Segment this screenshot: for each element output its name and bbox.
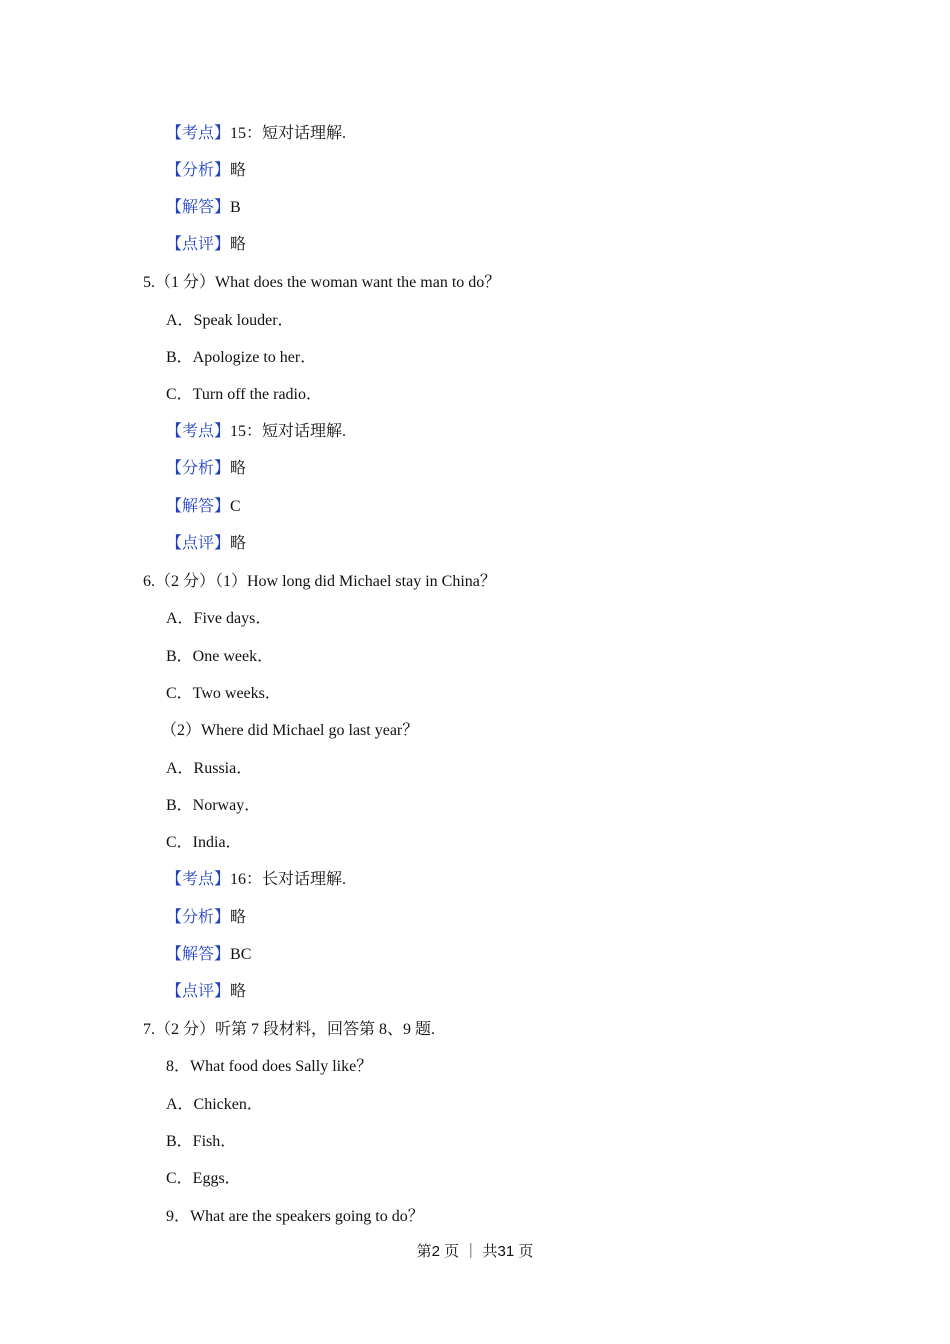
option-a: A．Chicken．: [166, 1096, 263, 1113]
note-text: 16：长对话理解.: [230, 871, 347, 888]
note-fenxi: [166, 161, 246, 181]
note-kaodian: [166, 422, 346, 442]
note-kaodian: [166, 124, 346, 144]
question-5: 5.（1 分）What does the woman want the man to do？: [143, 274, 501, 291]
note-tag: 【分析】: [166, 909, 231, 926]
option-b: B．Norway．: [166, 797, 261, 814]
note-jieda: [166, 497, 241, 517]
note-text: 15：短对话理解.: [230, 125, 347, 142]
note-tag: 【解答】: [166, 946, 231, 963]
note-fenxi: [166, 459, 246, 479]
note-tag: 【点评】: [166, 236, 231, 253]
note-text: BC: [230, 946, 252, 963]
note-tag: 【解答】: [166, 199, 231, 216]
note-tag: 【解答】: [166, 498, 231, 515]
note-kaodian: [166, 870, 346, 890]
note-text: B: [230, 199, 241, 216]
note-text: 略: [230, 460, 247, 477]
note-text: 略: [230, 162, 247, 179]
option-a: A．Speak louder．: [166, 312, 294, 329]
option-c: C．India．: [166, 834, 242, 851]
option-c: C．Turn off the radio．: [166, 386, 323, 403]
option-c: C．Eggs．: [166, 1170, 241, 1187]
note-fenxi: [166, 908, 246, 928]
note-dianping: [166, 235, 246, 255]
note-tag: 【分析】: [166, 460, 231, 477]
option-b: B．Fish．: [166, 1133, 237, 1150]
note-tag: 【点评】: [166, 983, 231, 1000]
note-text: 略: [230, 236, 247, 253]
question-7: 7.（2 分）听第 7 段材料，回答第 8、9 题.: [143, 1021, 436, 1038]
sub-question: （2）Where did Michael go last year？: [161, 722, 419, 739]
note-text: 略: [230, 909, 247, 926]
note-dianping: [166, 534, 246, 554]
sub-question-9: 9．What are the speakers going to do？: [166, 1208, 424, 1225]
note-text: 略: [230, 535, 247, 552]
note-text: 15：短对话理解.: [230, 423, 347, 440]
note-text: C: [230, 498, 241, 515]
question-6: 6.（2 分）（1）How long did Michael stay in China？: [143, 573, 496, 590]
note-tag: 【考点】: [166, 125, 231, 142]
option-b: B．Apologize to her．: [166, 349, 317, 366]
note-jieda: [166, 198, 241, 218]
option-a: A．Russia．: [166, 760, 253, 777]
note-tag: 【考点】: [166, 871, 231, 888]
note-tag: 【考点】: [166, 423, 231, 440]
note-dianping: [166, 982, 246, 1002]
note-text: 略: [230, 983, 247, 1000]
option-b: B．One week．: [166, 648, 274, 665]
option-c: C．Two weeks．: [166, 685, 281, 702]
note-tag: 【点评】: [166, 535, 231, 552]
page-footer: 第2 页 ｜ 共31 页: [416, 1243, 534, 1260]
note-tag: 【分析】: [166, 162, 231, 179]
sub-question-8: 8．What food does Sally like？: [166, 1058, 373, 1075]
option-a: A．Five days．: [166, 610, 272, 627]
note-jieda: [166, 945, 251, 965]
